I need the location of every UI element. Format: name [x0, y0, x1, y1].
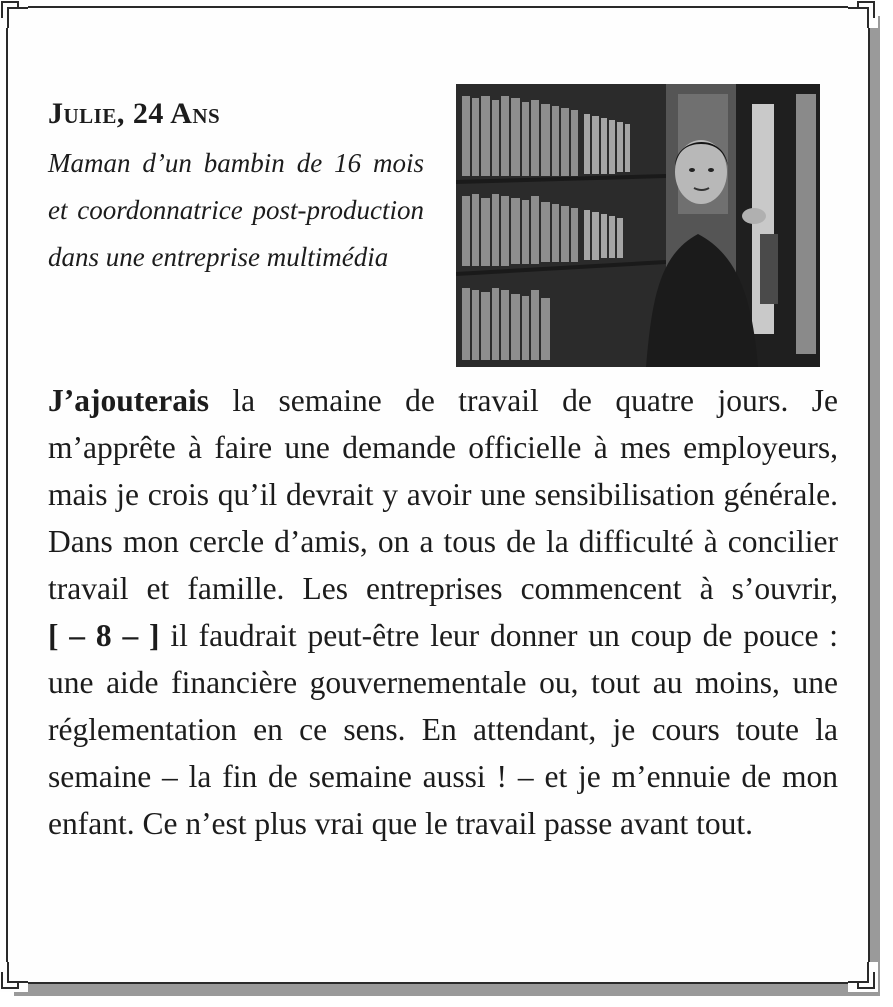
body-text-part-2: il faudrait peut-être leur donner un coup de pouce : une aide financière gouvernementale ou, tout au moins, une réglementation en ce sens. En attendant, je cours toute la semaine – la fin de semaine aussi ! – et je m’ennuie de mon enfant. Ce n’est plus vrai que le travail passe avant tout. [48, 618, 839, 841]
corner-ornament-icon [848, 962, 878, 992]
corner-ornament-icon [0, 962, 28, 992]
gap-marker: [ – 8 – ] [48, 618, 160, 653]
corner-ornament-icon [848, 0, 878, 28]
person-description: Maman d’un bambin de 16 mois et coordonnatrice post-production dans une entreprise multimédia [48, 148, 424, 272]
testimonial-body [48, 377, 838, 847]
person-name: Julie, 24 Ans [48, 97, 221, 130]
woman-in-library-photo [456, 84, 820, 367]
lead-word: J’ajouterais [48, 383, 209, 418]
corner-ornament-icon [0, 0, 28, 28]
testimonial-card [6, 6, 870, 984]
body-text-part-1: la semaine de travail de quatre jours. Je m’apprête à faire une demande officielle à mes employeurs, mais je crois qu’il devrait y avoir une sensibilisation générale. Dans mon cercle d’amis, on a tous de la difficulté à concilier travail et famille. Les entreprises commencent à s’ouvrir, [48, 383, 838, 606]
profile-header [48, 94, 424, 281]
